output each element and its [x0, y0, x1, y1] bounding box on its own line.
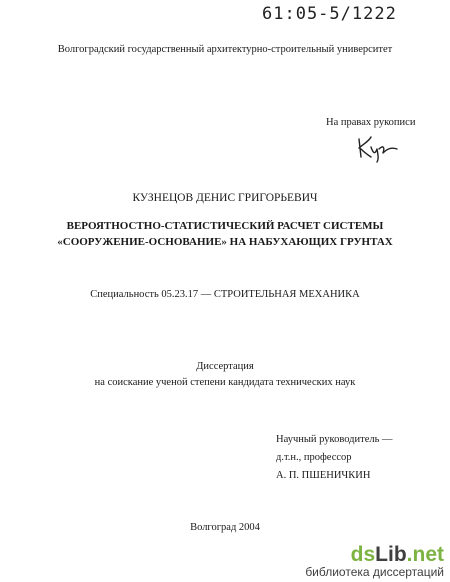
dslib-watermark — [305, 544, 444, 578]
dissertation-label: Диссертация — [196, 361, 254, 372]
university-name: Волгоградский государственный архитектурно-строительный университет — [57, 44, 393, 55]
watermark-lib: Lib — [375, 543, 407, 566]
handwritten-catalog-code: 61:05-5/1222 — [262, 4, 397, 24]
author-name: КУЗНЕЦОВ ДЕНИС ГРИГОРЬЕВИЧ — [132, 192, 318, 204]
supervisor-name: А. П. ПШЕНИЧКИН — [276, 470, 371, 481]
dissertation-title-line1: ВЕРОЯТНОСТНО-СТАТИСТИЧЕСКИЙ РАСЧЕТ СИСТЕМЫ — [66, 220, 384, 232]
watermark-net: .net — [406, 543, 444, 566]
specialty: Специальность 05.23.17 — СТРОИТЕЛЬНАЯ МЕХАНИКА — [90, 289, 360, 300]
supervisor-role: Научный руководитель — — [276, 434, 393, 445]
manuscript-rights-note: На правах рукописи — [326, 117, 416, 128]
watermark-logo — [305, 544, 444, 565]
supervisor-rank: д.т.н., профессор — [276, 452, 352, 463]
dissertation-title-line2: «СООРУЖЕНИЕ-ОСНОВАНИЕ» НА НАБУХАЮЩИХ ГРУНТАХ — [57, 236, 393, 248]
watermark-ds: ds — [350, 543, 376, 566]
watermark-subtitle: библиотека диссертаций — [305, 565, 444, 579]
city-year: Волгоград 2004 — [190, 522, 260, 533]
signature-image — [355, 133, 399, 163]
degree-description: на соискание ученой степени кандидата технических наук — [94, 377, 356, 388]
